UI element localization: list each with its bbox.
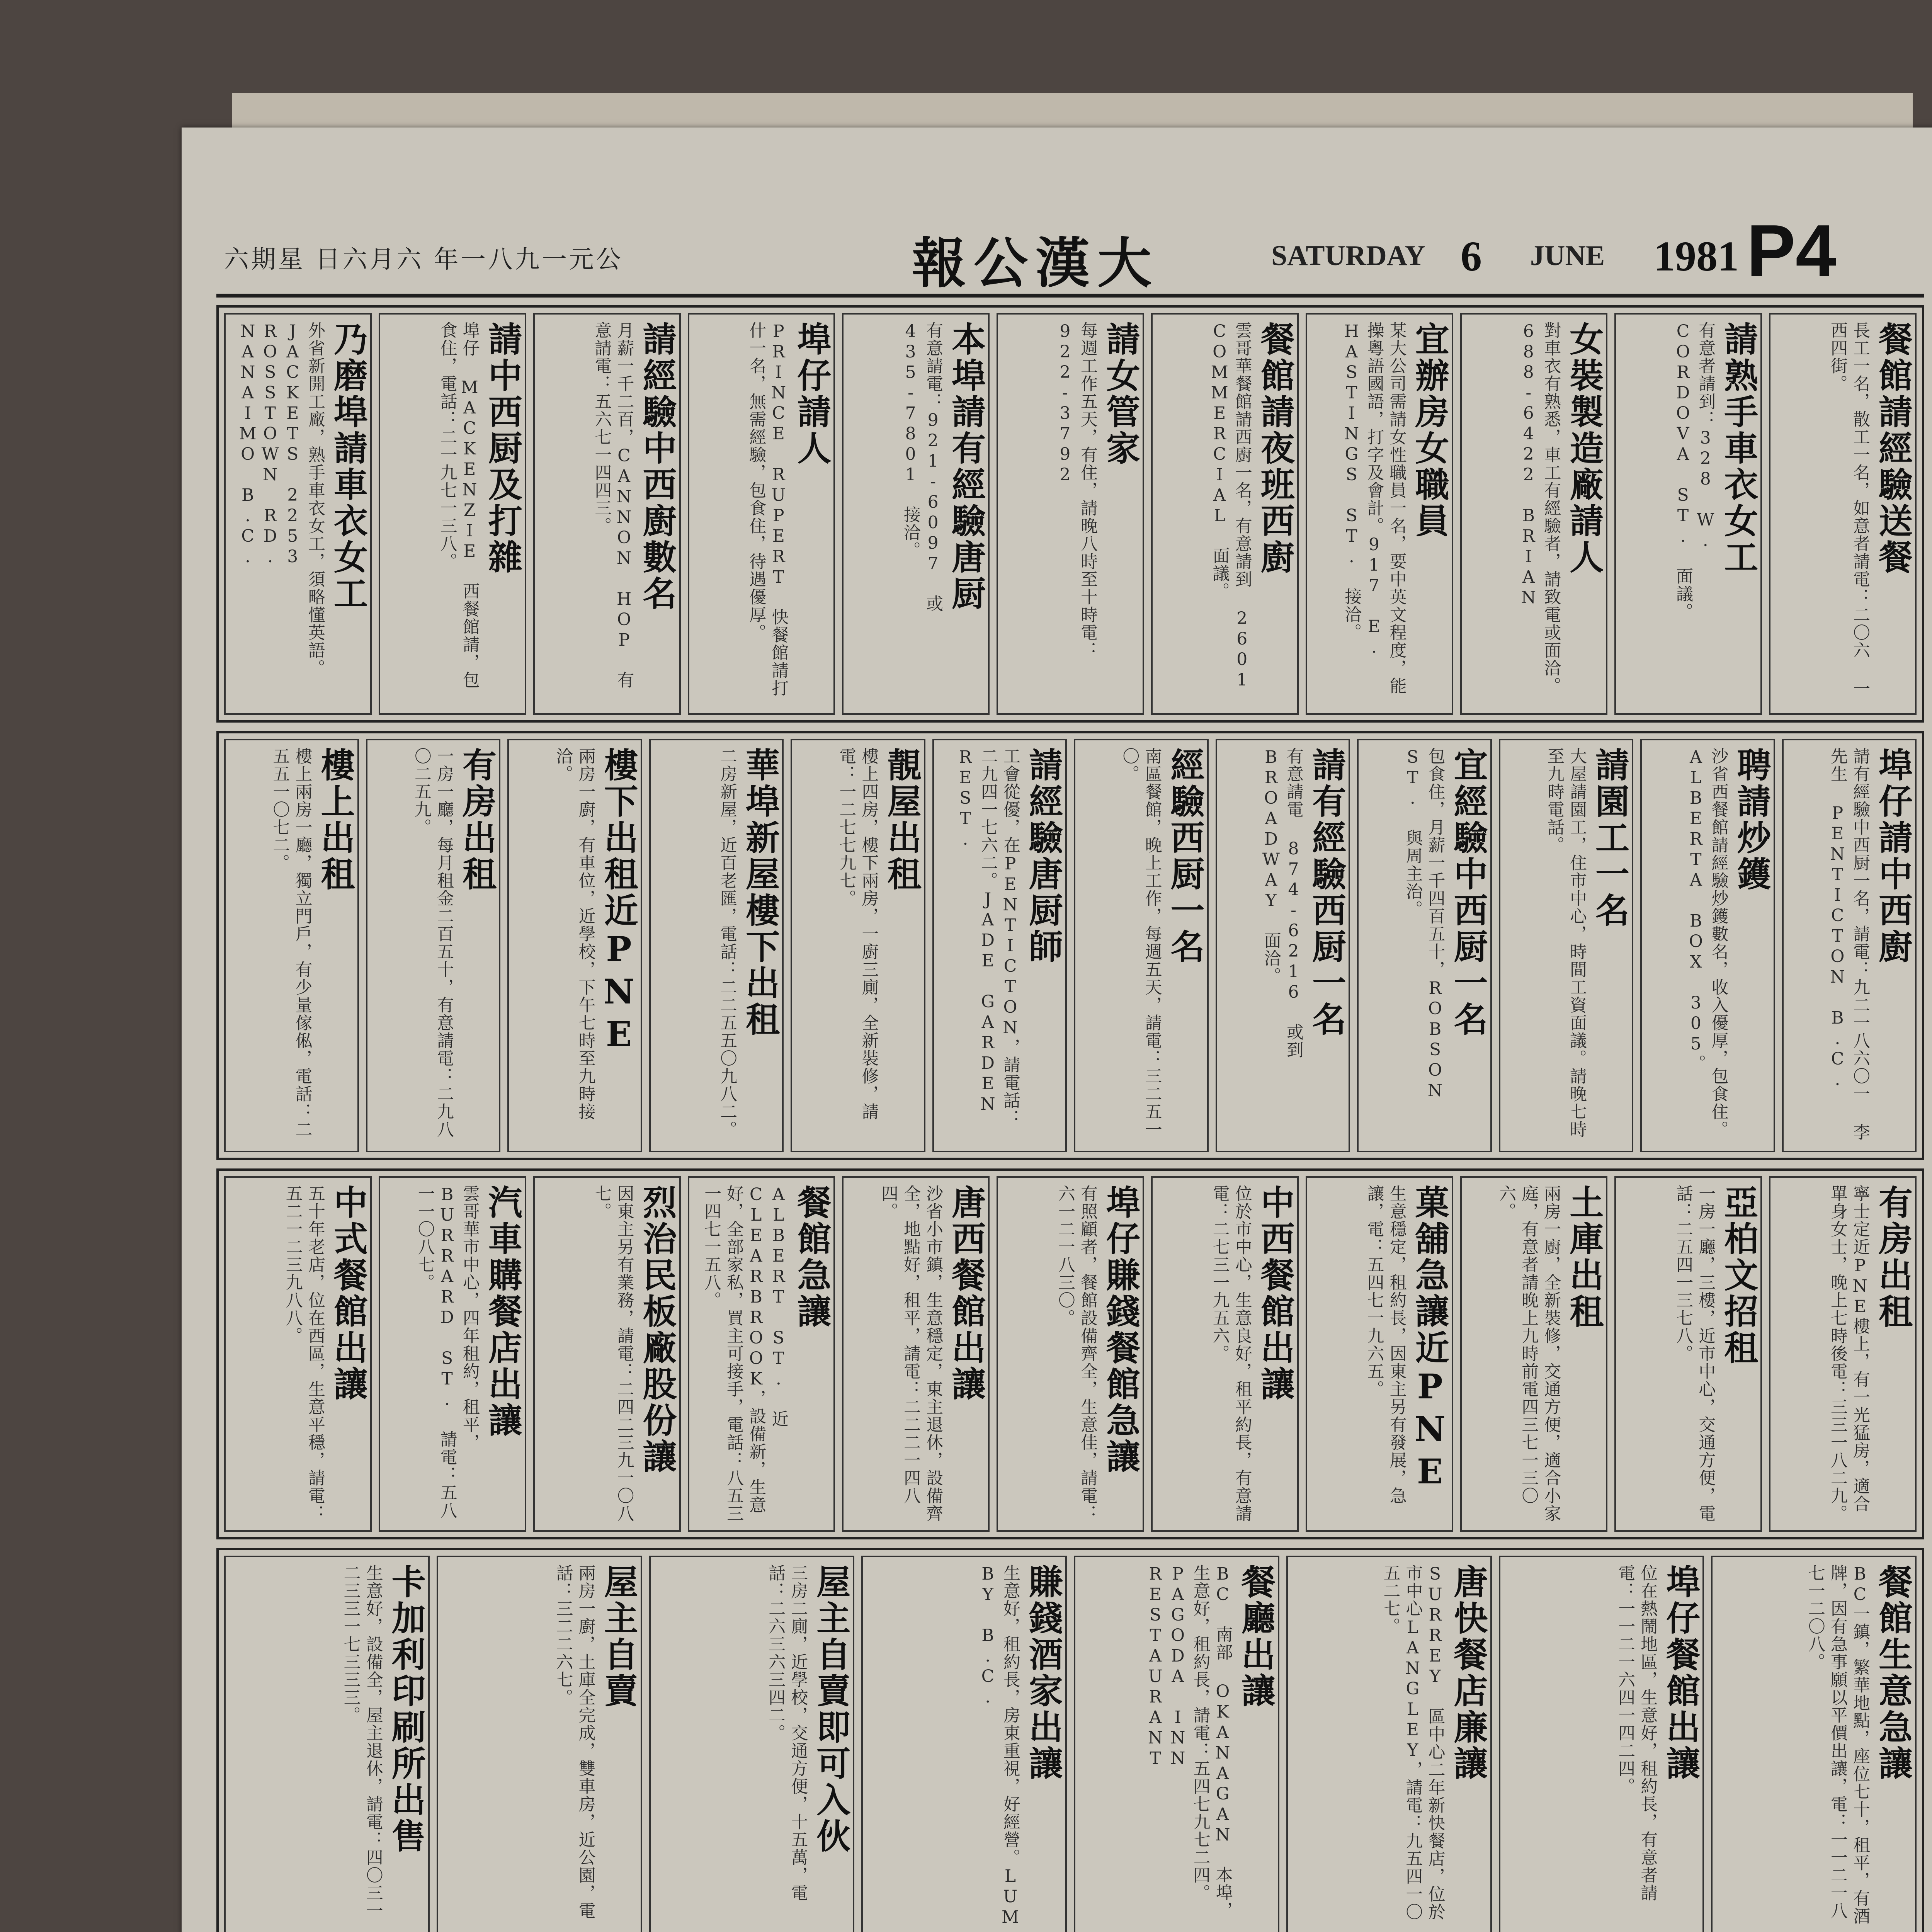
ad-box <box>507 739 642 1152</box>
ad-text: SURREY 區中心二年新快餐店，位於市中心LANGLEY，請電：九五四一〇五二七。 <box>1380 1564 1445 1921</box>
ad-box <box>861 1556 1067 1932</box>
ad-box <box>224 1176 372 1532</box>
ad-headline: 華埠新屋樓下出租 <box>740 747 781 1038</box>
ad-headline: 請熟手車衣女工 <box>1719 321 1759 576</box>
ads-row-2 <box>216 731 1924 1160</box>
ad-headline: 請經驗唐厨師 <box>1024 747 1064 965</box>
ad-box <box>379 313 526 715</box>
ad-headline: 賺錢酒家出讓 <box>1024 1564 1064 1782</box>
ad-text: 沙省西餐館請經驗炒鑊數名，收入優厚，包食住。ALBERTA BOX 305。 <box>1686 747 1728 1138</box>
ad-box <box>1614 1176 1762 1532</box>
ad-text: 生意好，租約長，房東重視，好經營。LUM BY B.C. <box>978 1564 1020 1928</box>
ad-headline: 請女管家 <box>1100 321 1141 467</box>
ad-text: 五十年老店，位在西區，生意平穩，請電：五二一二三九八八。 <box>282 1185 325 1522</box>
ad-box <box>1769 313 1917 715</box>
ad-box <box>1306 1176 1453 1532</box>
ad-box <box>649 1556 855 1932</box>
ad-box <box>997 1176 1144 1532</box>
ad-text: 樓上兩房一廳，獨立門戶，有少量傢俬，電話：二五五一〇七二。 <box>270 747 312 1138</box>
ad-text: 三房二廁，近學校，交通方便，十五萬，電話：二六三六三四二。 <box>765 1564 808 1902</box>
ad-text: 月薪一千二百，CANNON HOP 有意請電：五六七一四四三。 <box>592 321 634 689</box>
ad-text: 樓上四房，樓下兩房，一廚三廁，全新裝修，請電：一二七七九七。 <box>836 747 879 1121</box>
ad-text: 外省新開工廠，熟手車衣女工，須略懂英語。JACKETS 2253 ROSSTOWN RD. NANAIMO B.C. <box>238 321 325 677</box>
ad-text: 二房新屋，近百老匯，電話：二二五五〇九八二。 <box>717 747 737 1138</box>
ad-box <box>1460 1176 1608 1532</box>
ad-text: 生意穩定，租約長，因東主另有發展，急讓，電：五四七一九六五。 <box>1364 1185 1406 1505</box>
ad-headline: 中西餐館出讓 <box>1255 1185 1296 1403</box>
ad-text: 兩房一廚，土庫全完成，雙車房，近公園，電話：三二二六七。 <box>553 1564 595 1920</box>
ad-text: 因東主另有業務，請電：二四二三九一〇八七。 <box>592 1185 634 1522</box>
ad-headline: 樓下出租近PNE <box>599 747 639 1056</box>
ad-text: 寧士定近PNE樓上，有一光猛房，適合單身女士，晚上七時後電：三三一八二九。 <box>1827 1185 1870 1522</box>
ad-headline: 唐快餐店廉讓 <box>1448 1564 1489 1782</box>
ad-text: 沙省小市鎮，生意穩定，東主退休，設備齊全，地點好，租平，請電：二二二一四八四。 <box>878 1185 943 1522</box>
ad-headline: 卡加利印刷所出售 <box>386 1564 427 1855</box>
ad-box <box>1499 739 1634 1152</box>
ad-text: 長工一名，散工一名，如意者請電：二〇六 一西四街。 <box>1827 321 1870 697</box>
ad-headline: 請經驗中西廚數名 <box>637 321 678 612</box>
ad-text: 每週工作五天，有住，請晚八時至十時電：922-3792 <box>1055 321 1097 659</box>
ad-box <box>1074 739 1209 1152</box>
ad-box <box>1151 1176 1299 1532</box>
newspaper-title: 報公漢大 <box>912 232 1160 295</box>
ad-box <box>1306 313 1453 715</box>
ad-box <box>1499 1556 1704 1932</box>
ads-row-1 <box>216 305 1924 723</box>
ad-text: 對車衣有熟悉，車工有經驗者，請致電或面洽。688-6422 BRIAN <box>1519 321 1561 695</box>
ad-headline: 土庫出租 <box>1564 1185 1605 1330</box>
ad-text: 某大公司需請女性職員一名，要中英文程度，能操粵語國語，打字及會計。917 E. HASTINGS ST. 接洽。 <box>1342 321 1406 695</box>
ad-box <box>688 1176 835 1532</box>
ad-headline: 本埠請有經驗唐厨 <box>946 321 987 612</box>
ad-text: 大屋請園工，住市中心，時間工資面議。請晚七時至九時電話。 <box>1544 747 1587 1138</box>
ad-text: 兩房一廚，有車位，近學校，下午七時至九時接洽。 <box>553 747 595 1121</box>
page-fold-flap <box>232 93 1913 131</box>
ad-box <box>932 739 1067 1152</box>
ad-text: 兩房一廚，全新裝修，交通方便，適合小家庭，有意者請晚上九時前電四三七一三〇六。 <box>1496 1185 1561 1522</box>
ads-row-3 <box>216 1168 1924 1539</box>
ad-text: 位在熱鬧地區，生意好，租約長，有意者請電：一一二一六四一四二四。 <box>1615 1564 1658 1902</box>
ad-headline: 餐館請經驗送餐 <box>1873 321 1913 576</box>
masthead-month: JUNE <box>1530 240 1605 272</box>
ad-text: 有意請電：921-6097 或 435-7801 接洽。 <box>901 321 943 612</box>
ad-headline: 宜辦房女職員 <box>1410 321 1450 539</box>
ad-headline: 唐西餐館出讓 <box>946 1185 987 1403</box>
ad-headline: 女裝製造廠請人 <box>1564 321 1605 576</box>
ad-box <box>1074 1556 1279 1932</box>
ad-headline: 屋主自賣 <box>599 1564 639 1709</box>
ad-box <box>224 1556 430 1932</box>
masthead <box>216 205 1924 298</box>
ad-box <box>1286 1556 1492 1932</box>
ad-box <box>224 313 372 715</box>
ad-text: 一房一廳，每月租金二百五十，有意請電：二九八〇二五九。 <box>411 747 454 1138</box>
ad-box <box>997 313 1144 715</box>
ad-headline: 餐館生意急讓 <box>1873 1564 1913 1782</box>
ad-headline: 樓上出租 <box>315 747 356 893</box>
ad-box <box>1711 1556 1917 1932</box>
ad-box <box>1782 739 1917 1152</box>
ad-headline: 請有經驗西厨一名 <box>1307 747 1347 1038</box>
ad-text: 南區餐館，晚上工作，每週五天，請電：三二五一〇。 <box>1119 747 1162 1138</box>
ad-headline: 埠仔請中西廚 <box>1873 747 1913 965</box>
ad-headline: 汽車購餐店出讓 <box>483 1185 523 1439</box>
ad-box <box>1151 313 1299 715</box>
ads-row-4 <box>216 1548 1924 1932</box>
ad-text: 雲哥華市中心，四年租約，租平，BURRARD ST. 請電：五八一一〇八七。 <box>415 1185 480 1519</box>
ad-headline: 宜經驗中西厨一名 <box>1448 747 1489 1038</box>
ad-text: PRINCE RUPERT 快餐館請打什一名，無需經驗，包食住，待遇優厚。 <box>746 321 789 697</box>
newspaper-page <box>182 128 1932 1932</box>
ad-headline: 乃磨埠請車衣女工 <box>328 321 369 612</box>
ad-box <box>1460 313 1608 715</box>
ad-box <box>1216 739 1350 1152</box>
ad-box <box>1357 739 1492 1152</box>
ad-text: 埠仔 MACKENZIE 西餐館請，包食住，電話：二一九七一三八。 <box>437 321 480 689</box>
ad-text: 有意請電 874-6216 或到 BROADWAY 面洽。 <box>1261 747 1303 1059</box>
ad-box <box>1640 739 1775 1152</box>
masthead-weekday: SATURDAY <box>1271 240 1425 272</box>
ad-headline: 有房出租 <box>1873 1185 1913 1330</box>
ad-headline: 烈治民板廠股份讓 <box>637 1185 678 1475</box>
ad-text: ALBERT ST. 近CLEARBROOK，設備新，生意好，全部家私，買主可接手，電話：八五三一四七一五八。 <box>701 1185 789 1522</box>
ad-box <box>533 1176 681 1532</box>
ad-box <box>1769 1176 1917 1532</box>
masthead-chinese-date: 六期星 日六月六 年一八九一元公 <box>224 245 623 274</box>
ad-box <box>1614 313 1762 715</box>
masthead-year: 1981 <box>1654 233 1739 280</box>
ad-headline: 請中西厨及打雜 <box>483 321 523 576</box>
ad-box <box>379 1176 526 1532</box>
ad-box <box>366 739 501 1152</box>
masthead-date-number: 6 <box>1461 233 1482 280</box>
ad-box <box>224 739 359 1152</box>
ad-headline: 埠仔賺錢餐館急讓 <box>1100 1185 1141 1475</box>
ad-box <box>649 739 784 1152</box>
ad-box <box>688 313 835 715</box>
ad-box <box>842 313 990 715</box>
ad-headline: 聘請炒鑊 <box>1731 747 1772 893</box>
ad-text: 請有經驗中西厨一名，請電：九二一八六〇一 李先生 PENTICTON B.C. <box>1827 747 1870 1141</box>
ad-text: BC一鎮，繁華地點，座位七十，租平，有酒牌，因有急事願以平價出讓，電：一一二一八七一二〇八。 <box>1805 1564 1870 1925</box>
classified-ads-grid <box>216 305 1924 1932</box>
ad-text: 位於市中心，生意良好，租平約長，有意請電：二七三一九五六。 <box>1209 1185 1252 1522</box>
ad-text: 包食住，月薪一千四百五十，ROBSON ST. 與周主治。 <box>1403 747 1445 1101</box>
page-number: P4 <box>1747 210 1837 292</box>
ad-box <box>533 313 681 715</box>
ad-headline: 中式餐館出讓 <box>328 1185 369 1403</box>
ad-headline: 亞柏文招租 <box>1719 1185 1759 1366</box>
ad-headline: 請園工一名 <box>1590 747 1630 929</box>
ad-box <box>791 739 925 1152</box>
ad-text: 生意好，設備全，屋主退休，請電：四〇三一二三三一七三三三。 <box>340 1564 383 1920</box>
ad-headline: 靚屋出租 <box>882 747 922 893</box>
ad-text: 有意者請到：328 W. CORDOVA ST. 面議。 <box>1673 321 1716 621</box>
ad-headline: 菓舖急讓近PNE <box>1410 1185 1450 1494</box>
ad-text: 一房一廳，三樓，近市中心，交通方便，電話：二五四一三七八。 <box>1673 1185 1716 1522</box>
ad-headline: 餐館請夜班西廚 <box>1255 321 1296 576</box>
ad-headline: 埠仔請人 <box>792 321 832 467</box>
ad-headline: 餐廳出讓 <box>1236 1564 1276 1709</box>
ad-headline: 餐館急讓 <box>792 1185 832 1330</box>
ad-box <box>842 1176 990 1532</box>
ad-headline: 屋主自賣即可入伙 <box>811 1564 852 1855</box>
ad-text: 雲哥華餐館請西廚一名，有意請到 2601 COMMERCIAL 面議。 <box>1209 321 1252 690</box>
ad-headline: 有房出租 <box>457 747 497 893</box>
ad-box <box>437 1556 642 1932</box>
ad-text: 有照顧者，餐館設備齊全，生意佳，請電：六一二一八三〇。 <box>1055 1185 1097 1522</box>
ad-headline: 埠仔餐館出讓 <box>1661 1564 1701 1782</box>
ad-text: 工會從優，在PENTICTON，請電話：二九四一七六二。JADE GARDEN REST. <box>955 747 1020 1127</box>
ad-headline: 經驗西厨一名 <box>1165 747 1206 965</box>
ad-text: BC 南部 OKANAGAN 本埠，生意好，租約長，請電：五四七九七二四。PAGODA INN RESTAURANT <box>1145 1564 1233 1919</box>
